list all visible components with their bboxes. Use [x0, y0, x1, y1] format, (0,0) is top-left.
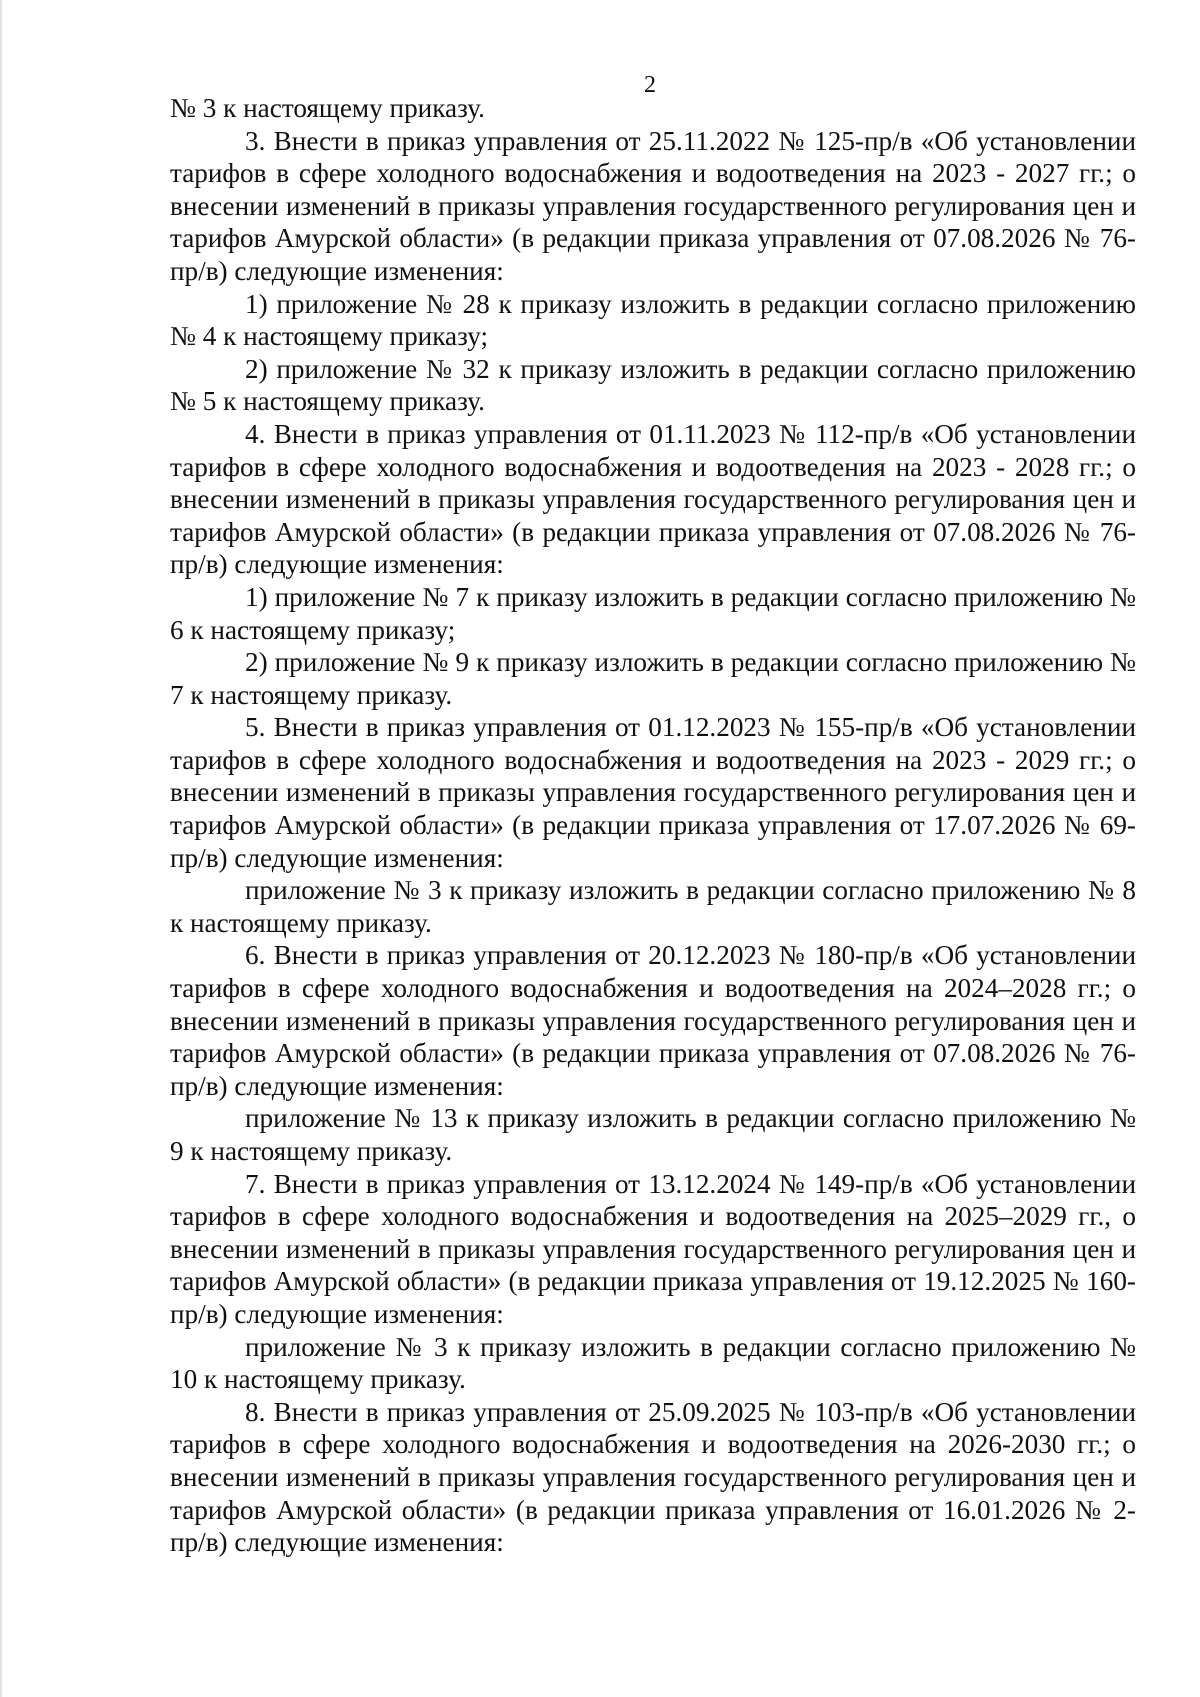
paragraph-item-6-change: приложение № 13 к приказу изложить в редакции согласно приложению № 9 к настоящему приказу.	[170, 1103, 1136, 1166]
page-edge-shadow	[0, 0, 3, 1697]
paragraph-item-8: 8. Внести в приказ управления от 25.09.2025 № 103-пр/в «Об установлении тарифов в сфере холодного водоснабжения и водоотведения на 2026-2030 гг.; о внесении изменений в приказы управления государственного регулирования цен и тарифов Амурской области» (в редакции приказа управления от 16.01.2026 № 2-пр/в) следующие изменения:	[170, 1396, 1136, 1558]
paragraph-item-6: 6. Внести в приказ управления от 20.12.2023 № 180-пр/в «Об установлении тарифов в сфере холодного водоснабжения и водоотведения на 2024–2028 гг.; о внесении изменений в приказы управления государственного регулирования цен и тарифов Амурской области» (в редакции приказа управления от 07.08.2026 № 76-пр/в) следующие изменения:	[170, 940, 1136, 1101]
paragraph-continuation: № 3 к настоящему приказу.	[170, 93, 485, 123]
paragraph-item-4-sub-2: 2) приложение № 9 к приказу изложить в редакции согласно приложению № 7 к настоящему приказу.	[170, 647, 1136, 710]
paragraph-item-7: 7. Внести в приказ управления от 13.12.2024 № 149-пр/в «Об установлении тарифов в сфере холодного водоснабжения и водоотведения на 2025–2029 гг., о внесении изменений в приказы управления государственного регулирования цен и тарифов Амурской области» (в редакции приказа управления от 19.12.2025 № 160-пр/в) следующие изменения:	[170, 1168, 1136, 1329]
paragraph-item-3: 3. Внести в приказ управления от 25.11.2022 № 125-пр/в «Об установлении тарифов в сфере холодного водоснабжения и водоотведения на 2023 - 2027 гг.; о внесении изменений в приказы управления государственного регулирования цен и тарифов Амурской области» (в редакции приказа управления от 07.08.2026 № 76-пр/в) следующие изменения:	[170, 125, 1136, 286]
paragraph-item-7-change: приложение № 3 к приказу изложить в редакции согласно приложению № 10 к настоящему приказу.	[170, 1331, 1136, 1395]
paragraph-item-3-sub-1: 1) приложение № 28 к приказу изложить в редакции согласно приложению № 4 к настоящему приказу;	[170, 288, 1136, 352]
paragraph-item-4-sub-1: 1) приложение № 7 к приказу изложить в редакции согласно приложению № 6 к настоящему приказу;	[170, 581, 1136, 645]
document-body	[170, 92, 1136, 1559]
paragraph-item-4: 4. Внести в приказ управления от 01.11.2023 № 112-пр/в «Об установлении тарифов в сфере холодного водоснабжения и водоотведения на 2023 - 2028 гг.; о внесении изменений в приказы управления государственного регулирования цен и тарифов Амурской области» (в редакции приказа управления от 07.08.2026 № 76-пр/в) следующие изменения:	[170, 418, 1136, 580]
paragraph-item-3-sub-2: 2) приложение № 32 к приказу изложить в редакции согласно приложению № 5 к настоящему приказу.	[170, 353, 1136, 417]
page-number: 2	[644, 72, 656, 98]
paragraph-item-5-change: приложение № 3 к приказу изложить в редакции согласно приложению № 8 к настоящему приказу.	[170, 875, 1136, 938]
paragraph-item-5: 5. Внести в приказ управления от 01.12.2023 № 155-пр/в «Об установлении тарифов в сфере холодного водоснабжения и водоотведения на 2023 - 2029 гг.; о внесении изменений в приказы управления государственного регулирования цен и тарифов Амурской области» (в редакции приказа управления от 17.07.2026 № 69-пр/в) следующие изменения:	[170, 712, 1136, 873]
